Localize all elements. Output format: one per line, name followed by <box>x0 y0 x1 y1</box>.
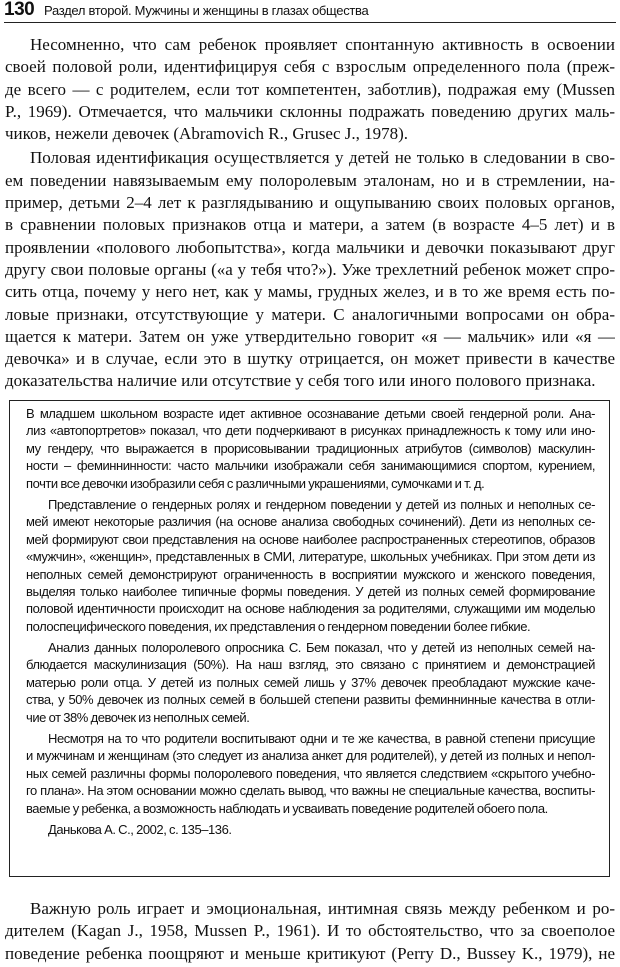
text-line: де всего — с родителем, если тот компетентен, заботлив), подражая ему (Mussen <box>5 79 615 99</box>
text-line: ваемые у ребенка, а возможность наблюдать и усваивать поведение родителей обоего пола. <box>26 800 548 816</box>
box-text <box>26 405 595 842</box>
paragraph <box>26 405 595 492</box>
text-line: «мужчин», «женщин», представленных в СМИ, литературе, школьных учебниках. При этом дети из <box>26 549 595 565</box>
text-line: лиз «автопортретов» показал, что дети подчеркивают в рисунках принадлежность к тому или ино- <box>26 423 595 439</box>
paragraph <box>26 639 595 726</box>
text-line: ем поведении навязываемым ему полоролевым эталонам, но и в стремлении, на- <box>5 170 615 190</box>
text-line: доказательства наличие или отсутствие у себя того или иного полового признака. <box>5 371 596 391</box>
text-line: В младшем школьном возрасте идет активное осознавание детьми своей гендерной роли. Ана- <box>26 406 595 421</box>
text-line: и мужчинам и женщинам (это следует из анализа анкет для родителей), у детей из полных и непол- <box>26 748 595 764</box>
text-line: другу свои половые органы («а у тебя что?»). Уже трехлетний ребенок может спро- <box>5 259 615 279</box>
text-line: ловые признаки, отсутствующие у матери. С аналогичными вопросами он обра- <box>5 304 615 324</box>
text-line: пример, детьми 2–4 лет к разглядыванию и ощупыванию своих половых органов, <box>5 193 615 213</box>
sidebar-box <box>9 400 610 877</box>
text-line: P., 1969). Отмечается, что мальчики склонны подражать поведению других маль- <box>5 101 615 121</box>
running-header <box>4 0 616 23</box>
paragraph <box>5 898 615 965</box>
text-line: дителем (Kagan J., 1958, Mussen P., 1961). И то обстоятельство, что за своеполое <box>5 921 615 941</box>
paragraph <box>5 34 615 145</box>
text-line: Несмотря на то что родители воспитывают одни и те же качества, в равной степени присущие <box>48 731 595 747</box>
page-number: 130 <box>4 0 35 20</box>
text-line: девочка» и в случае, если это в шутку отрицается, он может привести в качестве <box>5 349 615 369</box>
top-text <box>5 34 615 395</box>
text-line: мей имеют некоторые различия (на основе анализа свободных сочинений). Дети из неполных се- <box>26 514 595 530</box>
text-line: Половая идентификация осуществляется у детей не только в следовании в сво- <box>30 148 615 168</box>
text-line: мей формируют свои представления на основе наиболее распространенных стереотипов, образов <box>26 531 595 547</box>
paragraph <box>5 147 615 392</box>
text-line: неполных семей демонстрируют ограниченность в восприятии мужского и женского поведения, <box>26 566 595 582</box>
text-line: в сравнении половых признаков отца и матери, а затем (в возрасте 4–5 лет) и в <box>5 215 615 235</box>
text-line: ных семей различны формы полоролевого поведения, что является следствием «скрытого учебно- <box>26 765 595 781</box>
paragraph <box>26 730 595 817</box>
text-line: сить отца, почему у него нет, как у мамы, грудных желез, и в то же время есть по- <box>5 282 615 302</box>
paragraph <box>26 821 595 838</box>
text-line: го плана». На этом основании можно сделать вывод, что важны не специальные качества, воспиты- <box>26 783 595 799</box>
paragraph <box>26 496 595 635</box>
text-line: му гендеру, что выражается в прорисовывании традиционных атрибутов (символов) маскулин- <box>26 440 595 456</box>
text-line: Представление о гендерных ролях и гендерном поведении у детей из полных и неполных се- <box>48 496 595 512</box>
text-line: полоспецифического поведения, их представления о гендерном поведении более гибкие. <box>26 618 531 634</box>
text-line: Данькова А. С., 2002, с. 135–136. <box>48 821 232 837</box>
text-line: ности – феминнинности: часто мальчики изображали себя занимающимися спортом, курением, <box>26 458 595 474</box>
text-line: своей половой роли, идентифицируя себя с взрослым определенного пола (преж- <box>5 57 615 77</box>
text-line: матерью роли отца. У детей из полных семей лишь у 37% девочек преобладают мужские каче- <box>26 674 595 690</box>
text-line: блюдается маскулинизация (50%). На наш взгляд, это связано с принятием и демонстрацией <box>26 657 595 673</box>
text-line: почти все девочки изобразили себя с различными украшениями, сумочками и т. д. <box>26 475 485 491</box>
text-line: щается к матери. Затем он уже утвердительно говорит «я — мальчик» или «я — <box>5 326 615 346</box>
text-line: выделяя только наиболее типичные формы поведения. У детей из полных семей формирование <box>26 583 595 599</box>
text-line: чие от 38% девочек из неполных семей. <box>26 709 250 725</box>
text-line: чиков, нежели девочек (Abramovich R., Grusec J., 1978). <box>5 124 409 144</box>
bottom-text <box>5 898 615 967</box>
section-title: Раздел второй. Мужчины и женщины в глазах общества <box>44 3 369 18</box>
text-line: проявлении «полового любопытства», когда мальчики и девочки показывают друг <box>5 237 615 257</box>
text-line: Важную роль играет и эмоциональная, интимная связь между ребенком и ро- <box>30 899 615 918</box>
text-line: ства, у 50% девочек из полных семей в большей степени развиты феминнинные качества в отли- <box>26 692 595 708</box>
text-line: поведение ребенка поощряют и меньше критикуют (Perry D., Bussey K., 1979), не <box>5 943 615 963</box>
text-line: Несомненно, что сам ребенок проявляет спонтанную активность в освоении <box>30 35 615 54</box>
text-line: половой идентичности происходит на основе наблюдения за родителями, служащими им моделью <box>26 601 595 617</box>
text-line: Анализ данных полоролевого опросника С. Бем показал, что у детей из неполных семей на- <box>48 640 595 656</box>
